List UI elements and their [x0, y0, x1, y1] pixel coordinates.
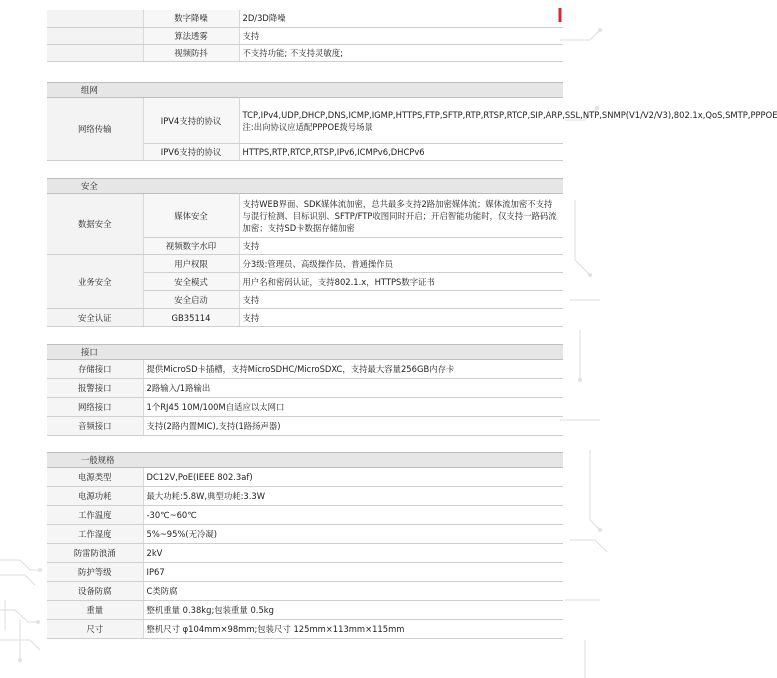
section-header — [47, 179, 563, 194]
row-label: 电源类型 — [47, 468, 143, 487]
row-value: 1个RJ45 10M/100M自适应以太网口 — [143, 398, 563, 417]
row-label: 存储接口 — [47, 360, 143, 379]
row-label: 安全模式 — [143, 273, 239, 291]
table-row — [47, 27, 563, 44]
row-value: 2kV — [143, 544, 563, 563]
row-label: 尺寸 — [47, 620, 143, 639]
row-value: DC12V,PoE(IEEE 802.3af) — [143, 468, 563, 487]
section-title: 安全 — [47, 179, 563, 194]
section-header — [47, 453, 563, 468]
row-value: 2D/3D降噪 — [239, 10, 563, 27]
row-value: 不支持功能; 不支持灵敏度; — [239, 44, 563, 61]
row-label: 用户权限 — [143, 255, 239, 273]
row-label: 网络接口 — [47, 398, 143, 417]
table-row — [47, 194, 563, 238]
row-value: HTTPS,RTP,RTCP,RTSP,IPv6,ICMPv6,DHCPv6 — [239, 144, 563, 161]
security-spec-table — [47, 178, 563, 327]
table-row — [47, 98, 563, 144]
row-label: 防护等级 — [47, 563, 143, 582]
interfaces-spec-table — [47, 344, 563, 436]
table-row — [47, 398, 563, 417]
group-label: 安全认证 — [47, 309, 143, 327]
row-label: 视频数字水印 — [143, 238, 239, 255]
table-row — [47, 563, 563, 582]
row-value: -30℃~60℃ — [143, 506, 563, 525]
row-label: 媒体安全 — [143, 194, 239, 238]
table-row — [47, 379, 563, 398]
row-value: 提供MicroSD卡插槽，支持MicroSDHC/MicroSDXC，支持最大容量256GB内存卡 — [143, 360, 563, 379]
row-label: 数字降噪 — [143, 10, 239, 27]
table-row — [47, 10, 563, 27]
row-label: 设备防腐 — [47, 582, 143, 601]
row-value: 支持 — [239, 238, 563, 255]
group-label: 数据安全 — [47, 194, 143, 255]
table-row — [47, 360, 563, 379]
row-value: 用户名和密码认证，支持802.1.x，HTTPS数字证书 — [239, 273, 563, 291]
row-value: 最大功耗:5.8W,典型功耗:3.3W — [143, 487, 563, 506]
row-value: 整机尺寸 φ104mm×98mm;包装尺寸 125mm×113mm×115mm — [143, 620, 563, 639]
row-value: 支持WEB界面、SDK媒体流加密，总共最多支持2路加密媒体流；媒体流加密不支持与混行检测、目标识别、SFTP/FTP收图同时开启；开启智能功能时，仅支持一路码流加密；支持SD卡数据存储加密 — [239, 194, 563, 238]
row-value: 支持 — [239, 309, 563, 327]
row-label: 报警接口 — [47, 379, 143, 398]
table-row — [47, 582, 563, 601]
section-header — [47, 83, 563, 98]
row-label: 电源功耗 — [47, 487, 143, 506]
table-row — [47, 544, 563, 563]
empty-group-cell — [47, 10, 143, 27]
table-row — [47, 487, 563, 506]
row-label: IPV6支持的协议 — [143, 144, 239, 161]
empty-group-cell — [47, 44, 143, 61]
table-row — [47, 255, 563, 273]
general-spec-table — [47, 452, 563, 639]
row-label: 视频防抖 — [143, 44, 239, 61]
table-row — [47, 309, 563, 327]
section-title: 组网 — [47, 83, 563, 98]
table-row — [47, 44, 563, 61]
table-row — [47, 417, 563, 436]
row-value: C类防腐 — [143, 582, 563, 601]
row-value: IP67 — [143, 563, 563, 582]
row-label: 安全启动 — [143, 291, 239, 309]
row-label: 音频接口 — [47, 417, 143, 436]
top-spec-table — [47, 10, 563, 62]
row-label: 防雷防浪涌 — [47, 544, 143, 563]
row-value: TCP,IPv4,UDP,DHCP,DNS,ICMP,IGMP,HTTPS,FTP,SFTP,RTP,RTSP,RTCP,SIP,ARP,SSL,NTP,SNMP(V1/V2/V3),802.1x,QoS,SMTP,PPPOE 注:出向协议应适配PPPOE拨号场景 — [239, 98, 563, 144]
row-label: GB35114 — [143, 309, 239, 327]
network-spec-table — [47, 82, 777, 161]
row-value: 5%~95%(无冷凝) — [143, 525, 563, 544]
row-label: 工作湿度 — [47, 525, 143, 544]
table-row — [47, 601, 563, 620]
row-label: 重量 — [47, 601, 143, 620]
group-label: 网络传输 — [47, 98, 143, 161]
table-row — [47, 506, 563, 525]
section-title: 一般规格 — [47, 453, 563, 468]
row-value: 支持(2路内置MIC),支持(1路扬声器) — [143, 417, 563, 436]
row-value: 分3级:管理员、高级操作员、普通操作员 — [239, 255, 563, 273]
table-row — [47, 620, 563, 639]
table-row — [47, 468, 563, 487]
section-title: 接口 — [47, 345, 563, 360]
empty-group-cell — [47, 27, 143, 44]
row-label: 算法透雾 — [143, 27, 239, 44]
group-label: 业务安全 — [47, 255, 143, 309]
row-value: 支持 — [239, 291, 563, 309]
table-row — [47, 525, 563, 544]
row-label: IPV4支持的协议 — [143, 98, 239, 144]
row-value: 支持 — [239, 27, 563, 44]
row-label: 工作温度 — [47, 506, 143, 525]
section-header — [47, 345, 563, 360]
row-value: 整机重量 0.38kg;包装重量 0.5kg — [143, 601, 563, 620]
row-value: 2路输入/1路输出 — [143, 379, 563, 398]
